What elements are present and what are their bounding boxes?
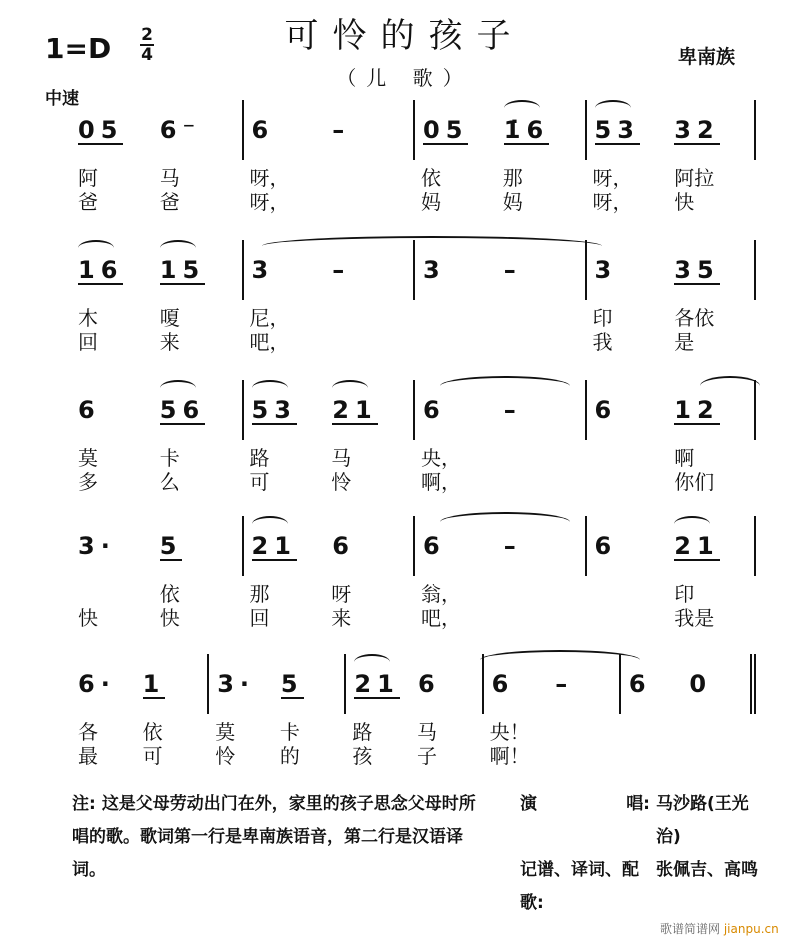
lyric-syllable: 路 xyxy=(352,720,373,744)
lyric-syllable: 可 xyxy=(142,744,163,768)
note: 21 xyxy=(674,531,720,560)
measure-notes xyxy=(207,654,344,714)
lyric-syllable: 来 xyxy=(331,606,352,630)
lyric-syllable: 爸 xyxy=(159,190,180,214)
lyric-line-2 xyxy=(482,740,619,769)
lyric-line-2 xyxy=(242,602,414,631)
lyric-syllable: 路 xyxy=(249,446,270,470)
note: 35 xyxy=(674,255,720,284)
lyric-syllable: 子 xyxy=(417,744,438,768)
lyric-line-2 xyxy=(70,466,242,495)
lyric-syllable xyxy=(503,602,585,631)
lyric-line-2 xyxy=(585,186,757,215)
note: – xyxy=(503,532,522,560)
measure xyxy=(70,516,242,656)
lyric-syllable xyxy=(331,186,413,215)
note: 3· xyxy=(78,532,116,560)
measure-notes xyxy=(242,516,414,576)
note-beat xyxy=(160,116,242,144)
lyric-line-2 xyxy=(207,740,344,769)
time-bottom: 4 xyxy=(141,45,153,65)
note-beat xyxy=(689,670,750,698)
note: 6⁻ xyxy=(159,116,202,144)
note: – xyxy=(555,670,574,698)
credit-label: 唱: xyxy=(626,794,650,814)
lyric-line-2 xyxy=(413,602,585,631)
lyric-syllable xyxy=(554,740,619,769)
lyric-syllable: 呀 xyxy=(331,582,352,606)
lyric-syllable: 呀， xyxy=(249,190,290,214)
tie-arc xyxy=(262,236,602,256)
note: 05 xyxy=(78,115,124,144)
lyric-syllable xyxy=(503,466,585,495)
note-beat xyxy=(555,670,619,698)
lyric-syllable: 妈 xyxy=(421,190,441,214)
measure-notes xyxy=(70,380,242,440)
tempo-marking: 中速 xyxy=(45,89,79,109)
time-top: 2 xyxy=(141,25,153,45)
lyric-syllable: 依 xyxy=(159,582,180,606)
measure-notes xyxy=(70,516,242,576)
measure xyxy=(70,654,207,794)
note-beat xyxy=(354,670,418,699)
lyric-line-2 xyxy=(585,326,757,355)
note: 32 xyxy=(674,115,720,144)
note: 05 xyxy=(423,115,469,144)
note-beat xyxy=(423,396,504,424)
note: 15 xyxy=(159,255,206,284)
lyric-syllable: 你们 xyxy=(674,470,715,494)
time-signature xyxy=(140,26,154,64)
lyric-syllable: 印 xyxy=(592,306,613,330)
note: 6 xyxy=(423,532,446,560)
note: 56 xyxy=(159,395,206,424)
measure-notes xyxy=(70,100,242,160)
lyric-syllable: 快 xyxy=(674,190,695,214)
lyric-syllable: 印 xyxy=(674,582,695,606)
song-title: 可怜的孩子 xyxy=(284,16,525,56)
note-beat xyxy=(332,532,413,560)
lyric-syllable: 马 xyxy=(331,446,352,470)
note-beat xyxy=(252,256,333,284)
note-beat xyxy=(78,256,160,285)
lyric-line-2 xyxy=(242,326,414,355)
note: 5 xyxy=(159,531,183,560)
note-beat xyxy=(78,396,160,424)
lyric-line-2 xyxy=(585,466,757,495)
lyric-line-2 xyxy=(242,186,414,215)
credit-value: 张佩吉、高鸣 xyxy=(656,860,758,880)
lyric-syllable: 啊， xyxy=(421,470,461,494)
measure-notes xyxy=(242,380,414,440)
lyric-syllable: 那 xyxy=(502,166,523,190)
key-signature: 1=D xyxy=(45,32,112,65)
lyric-syllable: 各依 xyxy=(674,306,715,330)
lyric-syllable xyxy=(331,326,413,355)
note-beat xyxy=(160,256,242,285)
note-beat xyxy=(674,396,754,425)
note-beat xyxy=(504,256,585,284)
lyric-syllable: 卡 xyxy=(159,446,180,470)
lyric-line-2 xyxy=(70,602,242,631)
note-beat xyxy=(595,396,675,424)
measure xyxy=(242,380,414,520)
note-beat xyxy=(78,532,160,560)
note: – xyxy=(503,256,522,284)
note: 6 xyxy=(251,116,275,144)
note-beat xyxy=(252,396,333,425)
note: 5 xyxy=(280,669,304,698)
note-beat xyxy=(492,670,556,698)
lyric-syllable: 央！ xyxy=(489,720,530,744)
credit-label: 记谱、译词、配歌: xyxy=(520,860,639,913)
note-beat xyxy=(504,396,585,424)
measure xyxy=(585,240,757,380)
footnote xyxy=(72,788,492,887)
score-row xyxy=(70,380,756,520)
note: 6 xyxy=(594,396,618,424)
lyric-syllable: 我 xyxy=(592,330,613,354)
measure-notes xyxy=(242,100,414,160)
note-beat xyxy=(423,256,504,284)
score-row xyxy=(70,516,756,656)
lyric-syllable: 莫 xyxy=(215,720,236,744)
tie-arc xyxy=(440,376,570,396)
measure xyxy=(344,654,481,794)
lyric-syllable: 马 xyxy=(417,720,438,744)
lyric-syllable: 翁， xyxy=(421,582,461,606)
note-beat xyxy=(423,116,504,145)
lyric-syllable: 怜 xyxy=(215,744,236,768)
footnote-label: 注: xyxy=(72,794,96,814)
tie-arc xyxy=(700,376,760,396)
measure xyxy=(413,380,585,520)
note-beat xyxy=(78,116,160,145)
lyric-syllable: 呀， xyxy=(592,190,633,214)
lyric-syllable: 最 xyxy=(78,744,98,768)
measure xyxy=(242,100,414,240)
lyric-syllable: 吧， xyxy=(421,606,461,630)
watermark xyxy=(660,920,779,937)
note-beat xyxy=(504,116,585,145)
note-beat xyxy=(674,256,754,285)
note: 3· xyxy=(217,670,256,698)
lyric-syllable: 阿 xyxy=(78,166,98,190)
note-beat xyxy=(332,396,413,425)
lyric-syllable: 呀， xyxy=(592,166,633,190)
note-beat xyxy=(504,532,585,560)
tie-arc xyxy=(480,650,640,670)
lyric-line-2 xyxy=(413,186,585,215)
lyric-line-2 xyxy=(413,466,585,495)
note: 6 xyxy=(628,670,652,698)
note: 3 xyxy=(251,256,275,284)
note: 0 xyxy=(689,670,713,698)
note-beat xyxy=(595,256,675,284)
lyric-syllable: 卡 xyxy=(279,720,300,744)
lyric-syllable: 怜 xyxy=(331,470,352,494)
measure xyxy=(585,516,757,656)
lyric-syllable: 的 xyxy=(279,744,300,768)
note: – xyxy=(332,116,351,144)
lyric-line-2 xyxy=(70,326,242,355)
footnote-text: 这是父母劳动出门在外，家里的孩子思念父母时所唱的歌。歌词第一行是卑南族语音，第二行是汉语译词。 xyxy=(72,794,476,880)
measure xyxy=(207,654,344,794)
lyric-syllable: 呀， xyxy=(249,166,290,190)
lyric-line-2 xyxy=(585,602,757,631)
lyric-syllable: 啊！ xyxy=(489,744,530,768)
measure xyxy=(482,654,619,794)
song-subtitle: （儿 歌） xyxy=(336,66,473,90)
note-beat xyxy=(143,670,208,699)
measure xyxy=(585,380,757,520)
measure-notes xyxy=(413,100,585,160)
lyric-syllable: 爸 xyxy=(78,190,98,214)
credit-singer xyxy=(520,788,770,854)
measure xyxy=(619,654,756,794)
note-beat xyxy=(281,670,345,699)
note: 6 xyxy=(491,670,515,698)
lyric-syllable: 快 xyxy=(78,606,98,630)
credit-label: 演 xyxy=(520,794,537,814)
measure-notes xyxy=(585,516,757,576)
tie-arc xyxy=(440,512,570,532)
note-beat xyxy=(78,670,143,698)
lyric-syllable: 啊 xyxy=(674,446,695,470)
lyric-syllable: 是 xyxy=(674,330,695,354)
note-beat xyxy=(595,532,675,560)
measure-notes xyxy=(585,100,757,160)
measure xyxy=(70,240,242,380)
measure xyxy=(70,100,242,240)
note-beat xyxy=(332,116,413,144)
note: 6· xyxy=(78,670,116,698)
credits xyxy=(520,788,770,920)
note: 53 xyxy=(251,395,297,424)
note: – xyxy=(332,256,351,284)
lyric-line-2 xyxy=(70,186,242,215)
lyric-syllable: 木 xyxy=(78,306,98,330)
lyric-syllable: 嗄 xyxy=(159,306,180,330)
note-beat xyxy=(423,532,504,560)
note-beat xyxy=(418,670,482,698)
lyric-syllable: 莫 xyxy=(78,446,98,470)
measure xyxy=(70,380,242,520)
measure xyxy=(413,240,585,380)
measure-notes xyxy=(70,654,207,714)
measure-notes xyxy=(344,654,481,714)
note-beat xyxy=(332,256,413,284)
measure xyxy=(242,516,414,656)
measure xyxy=(242,240,414,380)
note: 6 xyxy=(594,532,618,560)
note: 21 xyxy=(332,395,378,424)
lyric-syllable: 依 xyxy=(142,720,163,744)
lyric-line-2 xyxy=(242,466,414,495)
note-beat xyxy=(595,116,675,145)
lyric-syllable: 妈 xyxy=(502,190,523,214)
note-beat xyxy=(252,116,333,144)
lyric-syllable xyxy=(593,466,675,495)
note: 12 xyxy=(674,395,720,424)
note: 6 xyxy=(78,396,101,424)
note-beat xyxy=(252,532,333,561)
origin-label: 卑南族 xyxy=(678,46,736,68)
credit-value: 马沙路(王光治) xyxy=(656,794,749,847)
note: 21 xyxy=(251,531,297,560)
lyric-syllable: 依 xyxy=(421,166,441,190)
lyric-syllable: 快 xyxy=(159,606,180,630)
measure-notes xyxy=(70,240,242,300)
lyric-syllable: 孩 xyxy=(352,744,373,768)
measure xyxy=(413,100,585,240)
note: 6 xyxy=(423,396,446,424)
lyric-syllable: 马 xyxy=(159,166,180,190)
measure-notes xyxy=(585,240,757,300)
note: 53 xyxy=(594,115,640,144)
note-beat xyxy=(217,670,281,698)
note-beat xyxy=(674,532,754,561)
watermark-en: jianpu.cn xyxy=(723,922,779,936)
note-beat xyxy=(160,532,242,561)
lyric-syllable: 多 xyxy=(78,470,98,494)
note: 16 xyxy=(78,255,124,284)
note-beat xyxy=(674,116,754,145)
measure xyxy=(585,100,757,240)
note-beat xyxy=(160,396,242,425)
lyric-syllable: 央， xyxy=(421,446,461,470)
note: 6 xyxy=(332,532,355,560)
lyric-line-2 xyxy=(344,740,481,769)
lyric-syllable: 可 xyxy=(249,470,270,494)
lyric-syllable: 尼， xyxy=(249,306,290,330)
lyric-syllable: 来 xyxy=(159,330,180,354)
lyric-syllable: 回 xyxy=(78,330,98,354)
note: 3 xyxy=(594,256,618,284)
score-row xyxy=(70,654,756,794)
note-beat xyxy=(629,670,690,698)
lyric-syllable: 我是 xyxy=(674,606,715,630)
measure xyxy=(413,516,585,656)
lyric-syllable: 那 xyxy=(249,582,270,606)
lyric-syllable xyxy=(593,602,675,631)
credit-transcriber xyxy=(520,854,770,920)
watermark-cn: 歌谱简谱网 xyxy=(660,922,721,936)
note: 1 xyxy=(142,669,166,698)
note: – xyxy=(503,396,522,424)
note: 3 xyxy=(423,256,446,284)
lyric-syllable: 各 xyxy=(78,720,98,744)
lyric-line-2 xyxy=(70,740,207,769)
note: 21 xyxy=(354,669,400,698)
lyric-syllable: 回 xyxy=(249,606,270,630)
note: 1̇6 xyxy=(503,115,550,144)
note: 6 xyxy=(418,670,441,698)
lyric-syllable: 吧， xyxy=(249,330,290,354)
lyric-syllable: 么 xyxy=(159,470,180,494)
lyric-syllable: 阿拉 xyxy=(674,166,715,190)
score-row xyxy=(70,240,756,380)
score-row xyxy=(70,100,756,240)
